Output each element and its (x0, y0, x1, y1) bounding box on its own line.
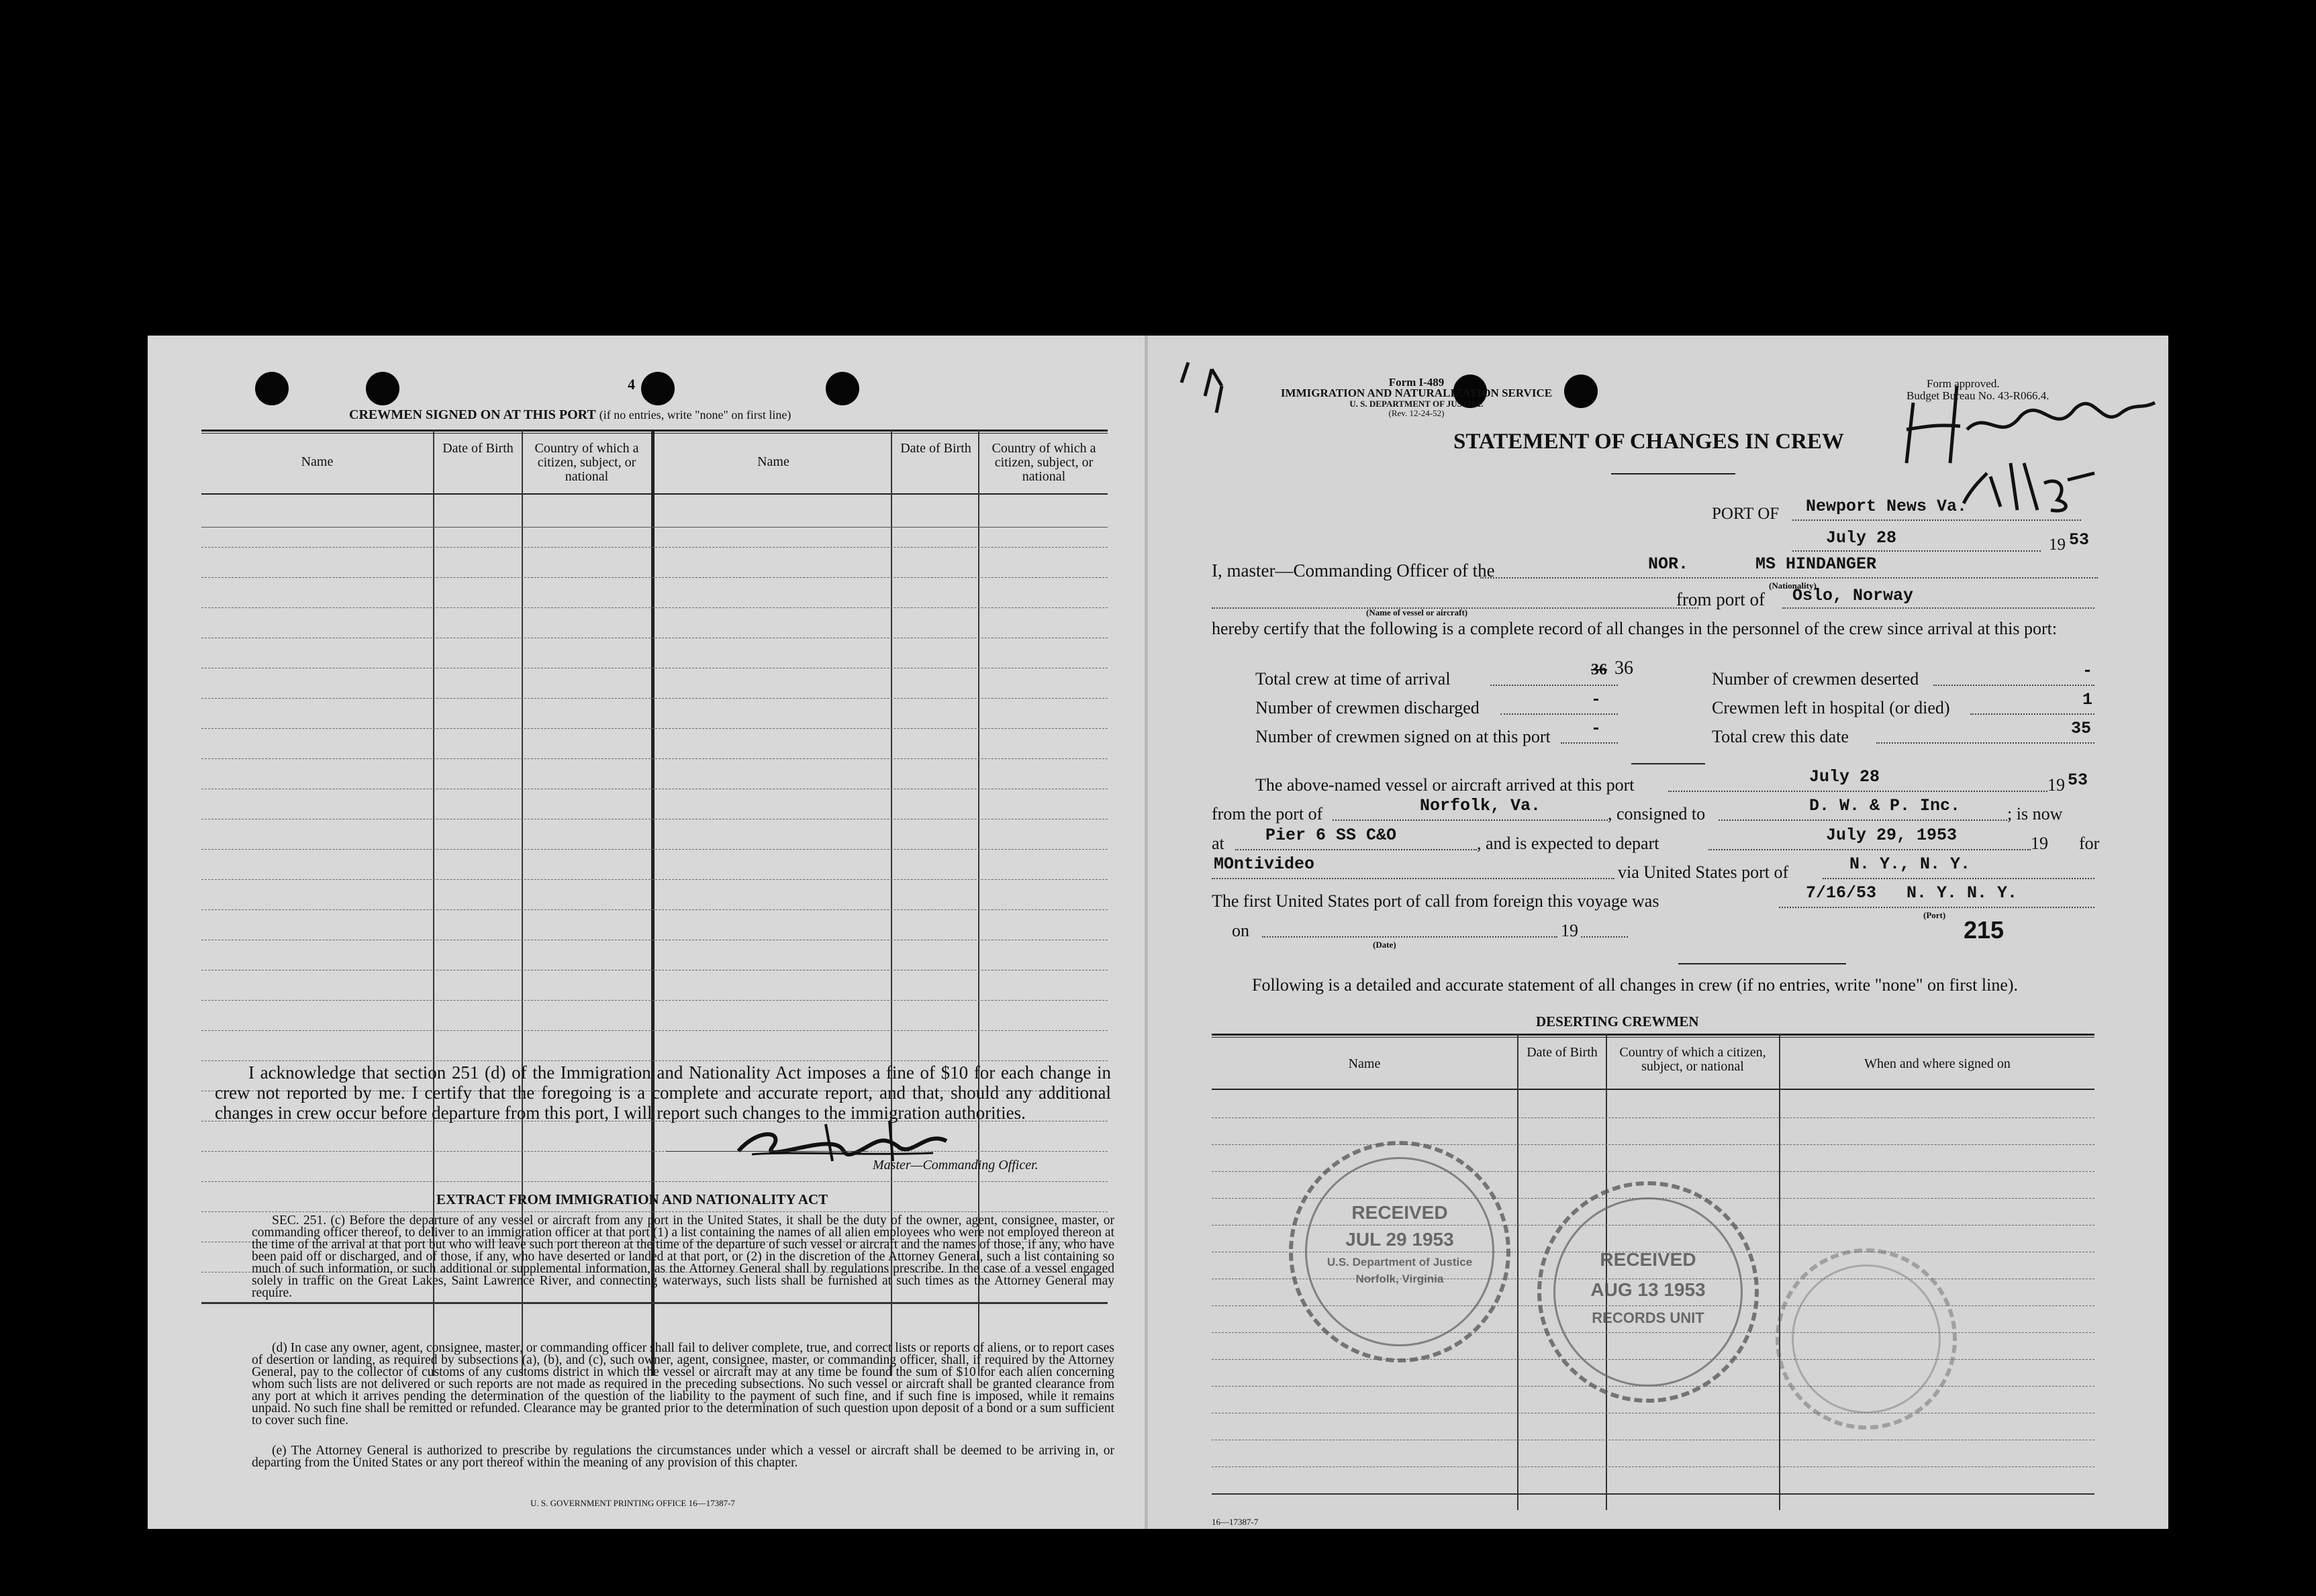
for-label: for (2079, 834, 2100, 853)
deserting-title: DESERTING CREWMEN (1536, 1013, 1699, 1030)
total-today-label: Total crew this date (1712, 727, 1849, 746)
column-header: Name (757, 454, 789, 469)
budget-bureau: Budget Bureau No. 43-R066.4. (1907, 389, 2049, 402)
date-value: July 28 (1826, 528, 1897, 548)
nationality-value: NOR. (1648, 554, 1689, 574)
law-section-d: (d) In case any owner, agent, consignee, master, or commanding officer shall fail to deliver complete, true, and correct lists or reports of aliens, or to report cases of desertion or landing, as required by subsections (a), (b), and (c), such owner, agent, consignee, master, or commanding officer, shall, if required by the Attorney General, pay to the collector of customs of any customs district in which the vessel or aircraft may at any time be found the sum of $10 for each alien concerning whom such lists are not delivered or such reports are not made as required in the preceding subsections. No such vessel or aircraft shall be granted clearance from any port at which it arrives pending the determination of the question of the liability to the payment of such fine, and if such fine is imposed, while it remains unpaid. No such fine shall be remitted or refunded. Clearance may be granted prior to the determination of such question upon deposit of a bond or a sum sufficient to cover such fine. (252, 1341, 1114, 1428)
depart-year-prefix: 19 (2031, 834, 2048, 853)
faded-stamp (1776, 1248, 1957, 1430)
discharged-value: - (1591, 690, 1602, 709)
left-page (148, 336, 1148, 1529)
total-arrival-label: Total crew at time of arrival (1255, 669, 1451, 689)
punch-hole (366, 372, 399, 405)
handwritten-annotation (1900, 362, 2162, 517)
destination-value: MOntivideo (1214, 854, 1315, 874)
column-header: Name (1348, 1056, 1381, 1071)
vessel-caption: (Name of vessel or aircraft) (1366, 607, 1468, 617)
is-now-label: ; is now (2007, 804, 2063, 824)
certify-text: hereby certify that the following is a complete record of all changes in the personnel of the crew since arrival at this port: (1212, 619, 2058, 638)
number-stamp: 215 (1964, 916, 2005, 944)
signer-caption: Master—Commanding Officer. (873, 1158, 1039, 1173)
from-port2-label: from the port of (1212, 804, 1323, 824)
law-section-e: (e) The Attorney General is authorized to prescribe by regulations the circumstances under which a vessel or aircraft shall be deemed to be arriving in, or departing from the United States or any port thereof within the meaning of any provision of this chapter. (252, 1444, 1114, 1470)
nationality-caption: (Nationality) (1769, 581, 1817, 591)
arrived-value: July 28 (1809, 767, 1880, 787)
discharged-label: Number of crewmen discharged (1255, 698, 1480, 717)
agency-line-1: IMMIGRATION AND NATURALIZATION SERVICE (1280, 387, 1553, 399)
first-port-label: The first United States port of call from foreign this voyage was (1212, 891, 1659, 911)
column-header: Date of Birth (900, 441, 971, 456)
year-prefix: 19 (2049, 536, 2066, 554)
port-label: PORT OF (1712, 505, 1780, 523)
depart-value: July 29, 1953 (1826, 826, 1958, 845)
total-arrival-value: 36 (1614, 658, 1633, 679)
date-caption: (Date) (1373, 940, 1396, 950)
column-header: When and where signed on (1864, 1056, 2011, 1071)
total-arrival-struck: 36 (1591, 661, 1607, 679)
form-approved: Form approved. (1927, 377, 2000, 390)
arrived-year: 53 (2068, 770, 2088, 790)
arrived-label: The above-named vessel or aircraft arrived at this port (1255, 775, 1635, 795)
depart-label: , and is expected to depart (1477, 834, 1659, 853)
via-label: via United States port of (1618, 862, 1789, 882)
at-value: Pier 6 SS C&O (1265, 826, 1397, 845)
acknowledgment-text: I acknowledge that section 251 (d) of the Immigration and Nationality Act imposes a fine of $10 for each change in crew not reported by me. I certify that the foregoing is a complete and accurate report, and that, should any additional changes in crew occur before departure from this port, I will report such changes to the immigration authorities. (215, 1062, 1111, 1123)
table-title: CREWMEN SIGNED ON AT THIS PORT (if no entries, write "none" on first line) (349, 407, 791, 422)
hospital-label: Crewmen left in hospital (or died) (1712, 698, 1950, 717)
deserted-label: Number of crewmen deserted (1712, 669, 1919, 689)
from-port-label: from port of (1676, 589, 1765, 609)
form-code: 16—17387-7 (1212, 1517, 1259, 1527)
hospital-value: 1 (2082, 690, 2093, 709)
printer-line: U. S. GOVERNMENT PRINTING OFFICE 16—17387-7 (530, 1498, 735, 1508)
form-number: Form I-489 (1388, 376, 1445, 389)
records-unit-stamp: RECEIVED AUG 13 1953 RECORDS UNIT (1537, 1181, 1759, 1403)
column-header: Date of Birth (1527, 1045, 1598, 1060)
on-year: 19 (1561, 921, 1578, 940)
total-today-value: 35 (2071, 719, 2092, 738)
first-port-value: N. Y. N. Y. (1907, 883, 2018, 903)
column-header: Country of which a citizen, subject, or national (1619, 1045, 1766, 1074)
port-value: Newport News Va. (1806, 497, 1968, 516)
port-caption: (Port) (1923, 910, 1946, 920)
detail-text: Following is a detailed and accurate statement of all changes in crew (if no entries, write "none" on first line). (1252, 975, 2019, 995)
arrived-year-prefix: 19 (2047, 775, 2065, 795)
page-number: 4 (628, 376, 635, 393)
vessel-value: MS HINDANGER (1755, 554, 1877, 574)
column-header: Country of which a citizen, subject, or national (992, 441, 1096, 484)
column-header: Name (301, 454, 334, 469)
punch-hole (641, 372, 675, 405)
handwritten-corner-mark (1175, 356, 1235, 430)
on-label: on (1232, 921, 1249, 940)
column-header: Country of which a citizen, subject, or national (534, 441, 639, 484)
consigned-label: , consigned to (1608, 804, 1706, 824)
right-page (1148, 336, 2168, 1529)
extract-title: EXTRACT FROM IMMIGRATION AND NATIONALITY ACT (436, 1191, 828, 1207)
signed-on-label: Number of crewmen signed on at this port (1255, 727, 1551, 746)
received-stamp: RECEIVED JUL 29 1953 U.S. Department of Justice Norfolk, Virginia (1289, 1141, 1510, 1362)
consigned-value: D. W. & P. Inc. (1809, 796, 1961, 815)
punch-hole (255, 372, 289, 405)
deserted-value: - (2082, 661, 2093, 681)
column-header: Date of Birth (442, 441, 514, 456)
punch-hole (826, 372, 859, 405)
form-title: STATEMENT OF CHANGES IN CREW (1453, 430, 1844, 454)
from-port-value: Oslo, Norway (1792, 586, 1914, 605)
from-port2-value: Norfolk, Va. (1420, 796, 1541, 815)
master-label: I, master—Commanding Officer of the (1212, 560, 1495, 581)
first-port-date: 7/16/53 (1806, 883, 1877, 903)
at-label: at (1212, 834, 1224, 853)
signed-on-value: - (1591, 719, 1602, 738)
agency-line-2: U. S. DEPARTMENT OF JUSTICE (1349, 399, 1484, 409)
year-value: 53 (2069, 530, 2090, 550)
revision: (Rev. 12-24-52) (1388, 408, 1445, 418)
law-section-c: SEC. 251. (c) Before the departure of any vessel or aircraft from any port in the United States, it shall be the duty of the owner, agent, consignee, master, or commanding officer thereof, to deliver to an immigration officer at that port (1) a list containing the names of all alien employees who were not employed thereon at the time of the arrival at that port but who will leave such port thereon at the time of the departure of such vessel or aircraft and the names of those, if any, who have been paid off or discharged, and of those, if any, who have deserted or landed at that port, or (2) in the discretion of the Attorney General, such a list containing so much of such information, or such additional or supplemental information, as the Attorney General shall by regulations prescribe. In the case of a vessel engaged solely in traffic on the Great Lakes, Saint Lawrence River, and connecting waterways, such lists shall be furnished at such times as the Attorney General may require. (252, 1213, 1114, 1300)
via-value: N. Y., N. Y. (1849, 854, 1971, 874)
